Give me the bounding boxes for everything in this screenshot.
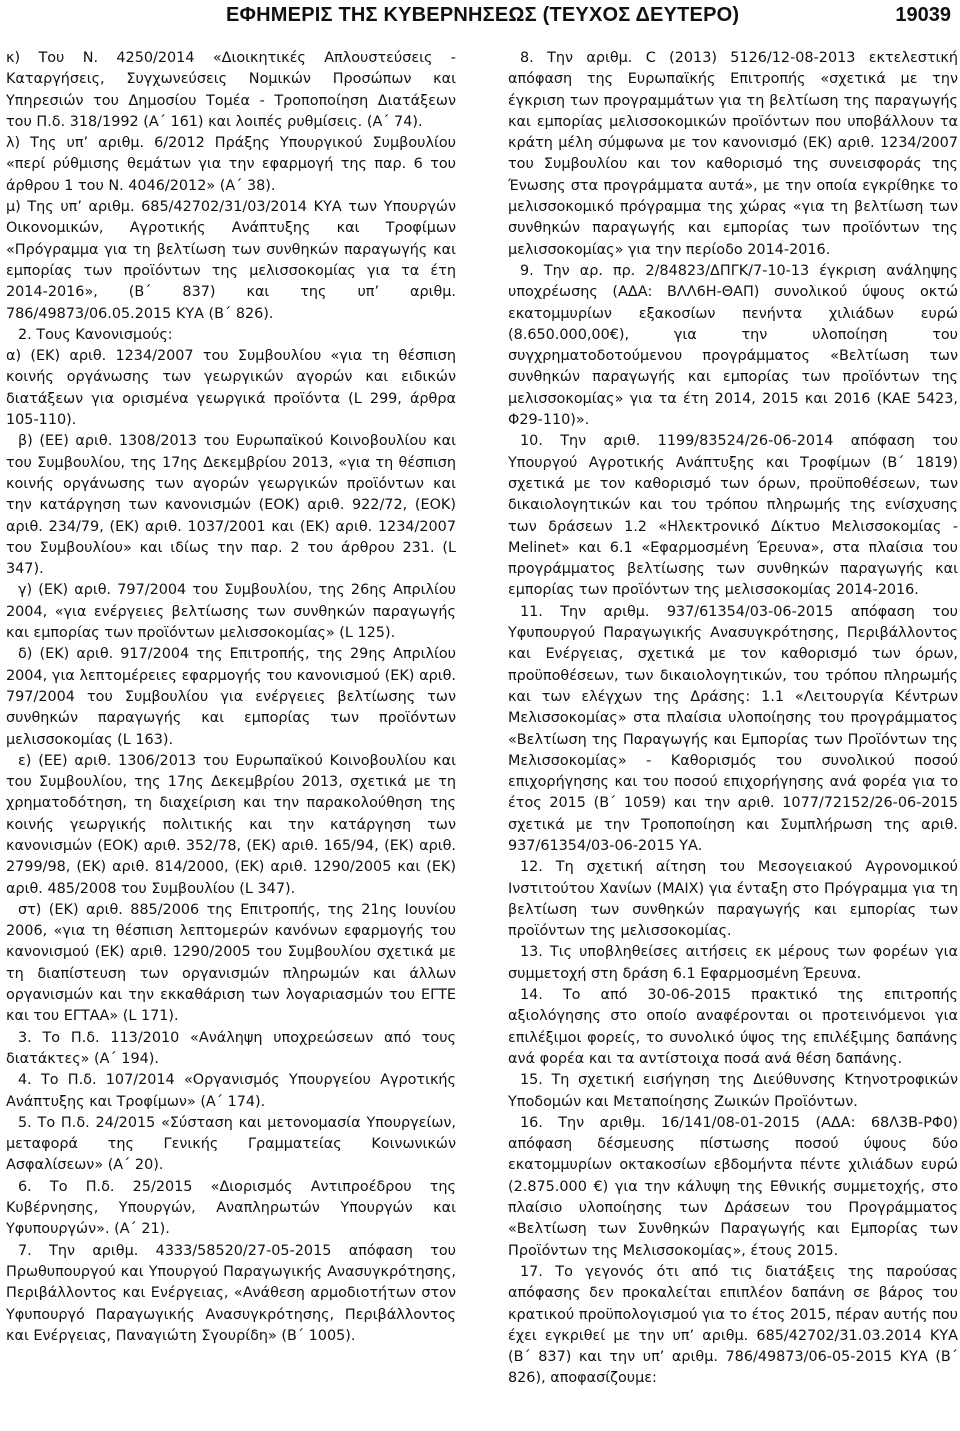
paragraph-9: 9. Την αρ. πρ. 2/84823/ΔΠΓΚ/7‑10‑13 έγκριση ανάληψης υποχρέωσης (ΑΔΑ: ΒΛΛ6Η‑ΘΑΠ) συνολικού ύψους οκτώ εκατομμυρίων εξακοσίων πενήντα χιλιάδων ευρώ (8.650.000,00€), για την υλοποίηση του συγχρηματοδοτούμενου προγράμματος «Βελτίωση των συνθηκών παραγωγής και εμπορίας των προϊόντων της μελισσοκομίας» για τα έτη 2014, 2015 και 2016 (ΚΑΕ 5423, Φ29‑110)».: [508, 262, 958, 429]
paragraph-6: 6. Το Π.δ. 25/2015 «Διορισμός Αντιπροέδρου της Κυβέρνησης, Υπουργών, Αναπληρωτών Υπουργών και Υφυπουργών». (Α΄ 21).: [6, 1178, 456, 1238]
paragraph-k: κ) Του Ν. 4250/2014 «Διοικητικές Απλουστεύσεις ‑ Καταργήσεις, Συγχωνεύσεις Νομικών Προσώπων και Υπηρεσιών του Δημοσίου Τομέα ‑ Τροποποίηση Διατάξεων του Π.δ. 318/1992 (Α΄ 161) και λοιπές ρυθμίσεις. (Α΄ 74).: [6, 50, 456, 130]
page-number: 19039: [895, 4, 951, 26]
paragraph-16: 16. Την αριθμ. 16/141/08‑01‑2015 (ΑΔΑ: 68Λ3Β‑ΡΦ0) απόφαση δέσμευσης πίστωσης ποσού ύψους δύο εκατομμυρίων οκτακοσίων εβδομήντα πέντε χιλιάδων ευρώ (2.875.000 €) για την κάλυψη της Εθνικής συμμετοχής, στο πλαίσιο υλοποίησης των Δράσεων του Προγράμματος «Βελτίωση των Συνθηκών Παραγωγής και Εμπορίας των Προϊόντων της Μελισσοκομίας», έτους 2015.: [508, 1114, 958, 1259]
left-column: [6, 48, 456, 1428]
paragraph-8: 8. Την αριθμ. C (2013) 5126/12‑08‑2013 εκτελεστική απόφαση της Ευρωπαϊκής Επιτροπής «σχετικά με την έγκριση των προγραμμάτων για τη βελτίωση της παραγωγής και εμπορίας μελισσοκομικών προϊόντων που υποβάλλουν τα κράτη μέλη σύμφωνα με τον κανονισμό (ΕΚ) αριθ. 1234/2007 του Συμβουλίου και τον καθορισμό της συνεισφοράς της Ένωσης στα προγράμματα αυτά», με την οποία εγκρίθηκε το μελισσοκομικό πρόγραμμα της χώρας «για τη βελτίωση των συνθηκών παραγωγής και εμπορίας των προϊόντων της μελισσοκομίας» για την περίοδο 2014‑2016.: [508, 50, 958, 258]
paragraph-17: 17. Το γεγονός ότι από τις διατάξεις της παρούσας απόφασης δεν προκαλείται επιπλέον δαπάνη σε βάρος του κρατικού προϋπολογισμού για το έτος 2015, πέραν αυτής που έχει εγκριθεί με την υπ’ αριθμ. 685/42702/31.03.2014 ΚΥΑ (Β΄ 837) και την υπ’ αριθμ. 786/49873/06‑05‑2015 ΚΥΑ (Β΄ 826), αποφασίζουμε:: [508, 1263, 958, 1387]
paragraph-2st: στ) (ΕΚ) αριθ. 885/2006 της Επιτροπής, της 21ης Ιουνίου 2006, «για τη θέσπιση λεπτομερών κανόνων εφαρμογής του κανονισμού (ΕΚ) αριθ. 1290/2005 του Συμβουλίου σχετικά με τη διαπίστευση των οργανισμών πληρωμών και άλλων οργανισμών και την εκκαθάριση των λογαριασμών του ΕΓΤΕ και του ΕΓΤΑΑ» (L 171).: [6, 901, 456, 1025]
paragraph-5: 5. Το Π.δ. 24/2015 «Σύσταση και μετονομασία Υπουργείων, μεταφορά της Γενικής Γραμματείας Κοινωνικών Ασφαλίσεων» (Α΄ 20).: [6, 1114, 456, 1174]
paragraph-3: 3. Το Π.δ. 113/2010 «Ανάληψη υποχρεώσεων από τους διατάκτες» (Α΄ 194).: [6, 1029, 456, 1067]
paragraph-10: 10. Την αριθ. 1199/83524/26‑06‑2014 απόφαση του Υπουργού Αγροτικής Ανάπτυξης και Τροφίμων (Β΄ 1819) σχετικά με τον καθορισμό των όρων, προϋποθέσεων, των δικαιολογητικών και του τρόπου πληρωμής της ενίσχυσης των δράσεων 1.2 «Ηλεκτρονικό Δίκτυο Μελισσοκομίας ‑ Melinet» και 6.1 «Εφαρμοσμένη Έρευνα», στα πλαίσια του προγράμματος βελτίωσης των συνθηκών παραγωγής και εμπορίας των προϊόντων της μελισσοκομίας 2014‑2016.: [508, 433, 958, 599]
paragraph-11: 11. Την αριθμ. 937/61354/03‑06‑2015 απόφαση του Υφυπουργού Παραγωγικής Ανασυγκρότησης, Περιβάλλοντος και Ενέργειας, σχετικά με τον καθορισμό των όρων, προϋποθέσεων, των δικαιολογητικών, του τρόπου πληρωμής και των ελέγχων της Δράσης: 1.1 «Λειτουργία Κέντρων Μελισσοκομίας» στα πλαίσια υλοποίησης του προγράμματος «Βελτίωση της Παραγωγής και Εμπορίας των Προϊόντων της Μελισσοκομίας» ‑ Καθορισμός του συνολικού ποσού επιχορήγησης και του ποσού επιχορήγησης ανά φορέα για το έτος 2015 (Β΄ 1059) και την αριθ. 1077/72152/26‑06‑2015 σχετικά με την Τροποποίηση και Συμπλήρωση της αριθ. 937/61354/03‑06‑2015 ΥΑ.: [508, 603, 958, 854]
paragraph-14: 14. Το από 30‑06‑2015 πρακτικό της επιτροπής αξιολόγησης στο οποίο αναφέρονται οι προτεινόμενοι για επιλέξιμοι φορείς, το συνολικό ύψος της επιλέξιμης δαπάνης ανά φορέα και τα αντίστοιχα ποσά ανά θέση δαπάνης.: [508, 987, 958, 1067]
paragraph-13: 13. Τις υποβληθείσες αιτήσεις εκ μέρους των φορέων για συμμετοχή στη δράση 6.1 Εφαρμοσμένη Έρευνα.: [508, 944, 958, 982]
paragraph-2d: δ) (ΕΚ) αριθ. 917/2004 της Επιτροπής, της 29ης Απριλίου 2004, για λεπτομέρειες εφαρμογής του κανονισμού (ΕΚ) αριθ. 797/2004 του Συμβουλίου για ενέργειες βελτίωσης των συνθηκών παραγωγής και εμπορίας των προϊόντων μελισσοκομίας (L 163).: [6, 646, 456, 748]
paragraph-7: 7. Την αριθμ. 4333/58520/27‑05‑2015 απόφαση του Πρωθυπουργού και Υπουργού Παραγωγικής Ανασυγκρότησης, Περιβάλλοντος και Ενέργειας, «Ανάθεση αρμοδιοτήτων στον Υφυπουργό Παραγωγικής Ανασυγκρότησης, Περιβάλλοντος και Ενέργειας, Παναγιώτη Σγουρίδη» (Β΄ 1005).: [6, 1242, 456, 1344]
page-header: [0, 0, 960, 36]
paragraph-4: 4. Το Π.δ. 107/2014 «Οργανισμός Υπουργείου Αγροτικής Ανάπτυξης και Τροφίμων» (Α΄ 174).: [6, 1072, 456, 1110]
paragraph-l: λ) Της υπ’ αριθμ. 6/2012 Πράξης Υπουργικού Συμβουλίου «περί ρύθμισης θεμάτων για την εφαρμογή της παρ. 6 του άρθρου 1 του Ν. 4046/2012» (Α΄ 38).: [6, 135, 456, 194]
gazette-title: ΕΦΗΜΕΡΙΣ ΤΗΣ ΚΥΒΕΡΝΗΣΕΩΣ (ΤΕΥΧΟΣ ΔΕΥΤΕΡΟ): [226, 4, 740, 26]
paragraph-2c: γ) (ΕΚ) αριθ. 797/2004 του Συμβουλίου, της 26ης Απριλίου 2004, «για ενέργειες βελτίωσης των συνθηκών παραγωγής και εμπορίας των προϊόντων μελισσοκομίας» (L 125).: [6, 582, 456, 642]
paragraph-2-regulations: 2. Τους Κανονισμούς:: [18, 326, 173, 343]
right-column: [508, 48, 958, 1428]
paragraph-15: 15. Τη σχετική εισήγηση της Διεύθυνσης Κτηνοτροφικών Υποδομών και Μεταποίησης Ζωικών Προϊόντων.: [508, 1072, 958, 1110]
paragraph-2e: ε) (ΕΕ) αριθ. 1306/2013 του Ευρωπαϊκού Κοινοβουλίου και του Συμβουλίου, της 17ης Δεκεμβρίου 2013, σχετικά με τη χρηματοδότηση, τη διαχείριση και την παρακολούθηση της κοινής γεωργικής πολιτικής και την κατάργηση των κανονισμών (ΕΟΚ) αριθ. 352/78, (ΕΚ) αριθ. 165/94, (ΕΚ) αριθ. 2799/98, (ΕΚ) αριθ. 814/2000, (ΕΚ) αριθ. 1290/2005 και (ΕΚ) αριθ. 485/2008 του Συμβουλίου (L 347).: [6, 752, 456, 897]
paragraph-m: μ) Της υπ’ αριθμ. 685/42702/31/03/2014 ΚΥΑ των Υπουργών Οικονομικών, Αγροτικής Ανάπτυξης και Τροφίμων «Πρόγραμμα για τη βελτίωση των συνθηκών παραγωγής και εμπορίας των προϊόντων της μελισσοκομίας για τα έτη 2014‑2016», (Β΄ 837) και της υπ’ αριθμ. 786/49873/06.05.2015 ΚΥΑ (Β΄ 826).: [6, 199, 456, 322]
paragraph-12: 12. Τη σχετική αίτηση του Μεσογειακού Αγρονομικού Ινστιτούτου Χανίων (ΜΑΙΧ) για ένταξη στο Πρόγραμμα για τη βελτίωση των συνθηκών παραγωγής και εμπορίας των προϊόντων της μελισσοκομίας.: [508, 859, 958, 940]
paragraph-2a: α) (ΕΚ) αριθ. 1234/2007 του Συμβουλίου «για τη θέσπιση κοινής οργάνωσης των γεωργικών αγορών και ειδικών διατάξεων για ορισμένα γεωργικά προϊόντα (L 299, άρθρα 105‑110).: [6, 348, 456, 429]
paragraph-2b: β) (ΕΕ) αριθ. 1308/2013 του Ευρωπαϊκού Κοινοβουλίου και του Συμβουλίου, της 17ης Δεκεμβρίου 2013, «για τη θέσπιση κοινής οργάνωσης των αγορών γεωργικών προϊόντων και την κατάργηση των κανονισμών (ΕΟΚ) αριθ. 922/72, (ΕΟΚ) αριθ. 234/79, (ΕΚ) αριθ. 1037/2001 και (ΕΚ) αριθ. 1234/2007 του Συμβουλίου» και ιδίως την παρ. 2 του άρθρου 231. (L 347).: [6, 433, 456, 578]
